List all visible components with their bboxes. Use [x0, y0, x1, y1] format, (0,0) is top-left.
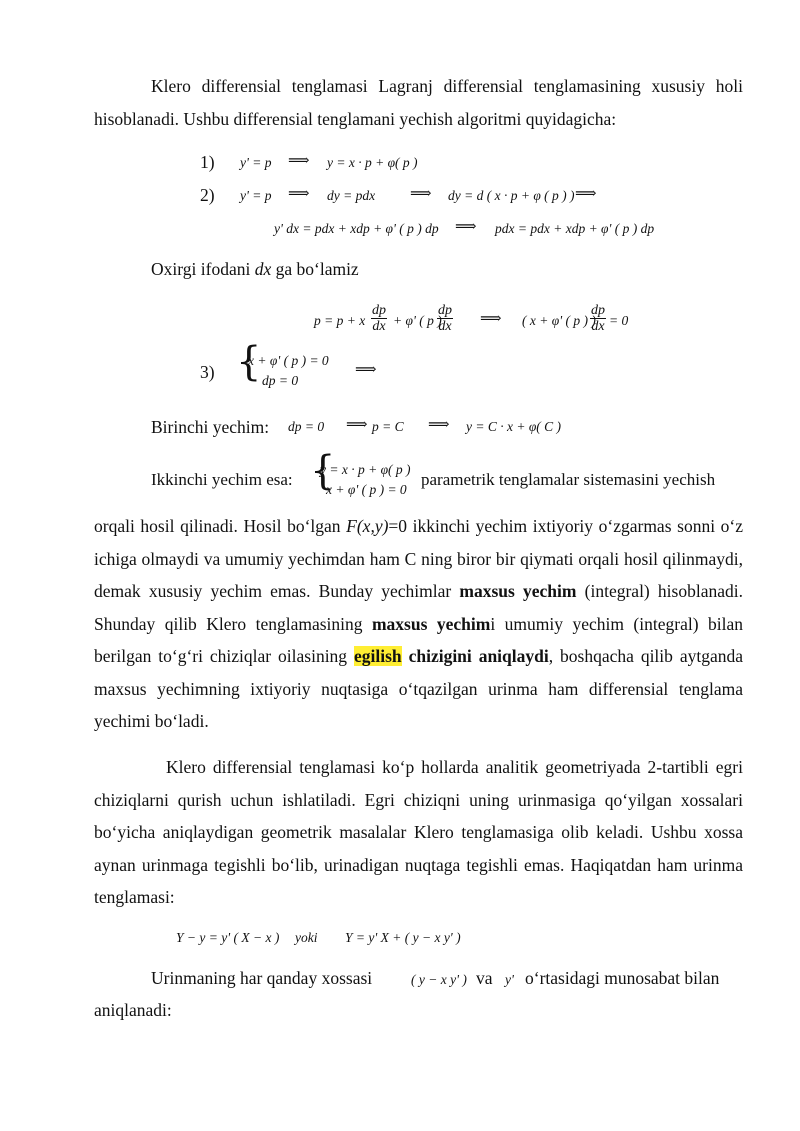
div-eq-right-prefix: ( x + φ' ( p ) ): [522, 313, 596, 328]
implies-arrow: ⟹: [480, 311, 502, 327]
implies-arrow: ⟹: [455, 219, 477, 235]
function-name: F(x,y): [346, 516, 389, 536]
tangent-yoki: yoki: [295, 930, 318, 945]
inline-yprime: y': [505, 972, 514, 987]
text-run: =0 ikkinchi yechim ixtiyoriy o‘zgarmas sonni o‘z ichiga olmaydi va umumiy yechimdan ham C ning biror bir qiymati orqali hosil qilinmaydi, demak xususiy yechim emas. Bunday yechimlar: [94, 516, 744, 601]
divide-paragraph: Oxirgi ifodani dx ga bo‘lamiz: [151, 259, 359, 279]
div-eq-right-suffix: = 0: [609, 313, 629, 328]
step-2b-right: pdx = pdx + xdp + φ' ( p ) dp: [495, 221, 655, 236]
fraction-denominator: dx: [372, 319, 386, 334]
implies-arrow: ⟹: [288, 153, 310, 169]
tangent-equation-a: Y − y = y' ( X − x ): [176, 930, 280, 945]
step-2-number: 2): [200, 185, 215, 205]
implies-arrow: ⟹: [410, 186, 432, 202]
first-solution-b: p = C: [372, 419, 404, 434]
system-line-2: x + φ' ( p ) = 0: [326, 482, 407, 497]
first-solution-label: Birinchi yechim:: [151, 417, 270, 437]
last-paragraph-va: va: [476, 968, 493, 988]
second-solution-tail: parametrik tenglamalar sistemasini yechish: [421, 470, 716, 489]
system-brace: {: [236, 339, 262, 385]
step-2b-left: y' dx = pdx + xdp + φ' ( p ) dp: [274, 221, 439, 236]
tangent-equation-b: Y = y' X + ( y − x y' ): [345, 930, 461, 945]
implies-arrow: ⟹: [288, 186, 310, 202]
step-2-mid: dy = pdx: [327, 188, 376, 203]
fraction-numerator: dp: [591, 303, 605, 318]
first-solution-a: dp = 0: [288, 419, 325, 434]
fraction-numerator: dp: [438, 303, 452, 318]
fraction-denominator: dx: [591, 319, 605, 334]
step-1-number: 1): [200, 152, 215, 172]
first-solution-c: y = C · x + φ( C ): [466, 419, 562, 434]
implies-arrow: ⟹: [575, 186, 597, 202]
implies-arrow: ⟹: [355, 362, 377, 378]
fraction-dp-dx: [437, 303, 453, 335]
special-solution-paragraph: [94, 510, 743, 738]
step-1-left: y' = p: [240, 155, 272, 170]
text-run: i umumiy yechim (integral) bilan berilgan to‘g‘ri chiziqlar oilasining: [94, 613, 743, 666]
implies-arrow: ⟹: [346, 417, 368, 433]
step-2-left: y' = p: [240, 188, 272, 203]
second-solution-label: Ikkinchi yechim esa:: [151, 470, 293, 489]
intro-paragraph: Klero differensial tenglamasi Lagranj differensial tenglamasining xususiy holi hisoblanadi. Ushbu differensial tenglamani yechish algoritmi quyidagicha:: [94, 76, 743, 129]
last-paragraph-start: Urinmaning har qanday xossasi: [151, 968, 373, 988]
bold-term: chizigini aniqlaydi: [408, 646, 549, 666]
fraction-numerator: dp: [372, 303, 386, 318]
fraction-dp-dx: [371, 303, 387, 335]
div-eq-mid: + φ' ( p ): [393, 313, 442, 328]
fraction-dp-dx: [590, 303, 606, 335]
geometry-paragraph: Klero differensial tenglamasi ko‘p hollarda analitik geometriyada 2-tartibli egri chiziqlarni qurish uchun ishlatiladi. Egri chiziqni uning urinmasiga qo‘yilgan xossalari bo‘yicha aniqlaydigan geometrik masalalar Klero tenglamasiga olib keladi. Ushbu xossa aynan urinmaga tegishli bo‘lib, urinadigan nuqtaga tegishli emas. Haqiqatdan ham urinma tenglamasi:: [94, 757, 743, 907]
div-eq-prefix: p = p + x: [314, 313, 366, 328]
step-3-line-2: dp = 0: [262, 373, 299, 388]
last-paragraph-mid: o‘rtasidagi munosabat bilan: [525, 968, 720, 988]
text-run: , boshqacha qilib aytganda maxsus yechimning ixtiyoriy nuqtasiga o‘tqazilgan urinma ham differensial tenglama yechimi bo‘ladi.: [94, 646, 743, 731]
fraction-denominator: dx: [438, 319, 452, 334]
step-3-line-1: x + φ' ( p ) = 0: [248, 353, 329, 368]
inline-property: ( y − x y' ): [411, 972, 467, 987]
step-3-number: 3): [200, 362, 215, 382]
system-brace: {: [310, 448, 336, 494]
system-line-1: y = x · p + φ( p ): [320, 462, 411, 477]
bold-term: maxsus yechim: [371, 613, 491, 634]
highlighted-term: egilish: [353, 646, 402, 666]
last-paragraph-end: aniqlanadi:: [94, 1000, 172, 1020]
text-run: (integral) hisoblanadi. Shunday qilib Klero tenglamasining: [94, 581, 743, 634]
bold-term: maxsus yechim: [459, 581, 577, 601]
text-run: orqali hosil qilinadi. Hosil bo‘lgan: [94, 516, 347, 536]
text-run: [402, 646, 409, 666]
step-2-right: dy = d ( x · p + φ ( p ) ): [448, 188, 575, 203]
step-1-right: y = x · p + φ( p ): [327, 155, 418, 170]
implies-arrow: ⟹: [428, 417, 450, 433]
